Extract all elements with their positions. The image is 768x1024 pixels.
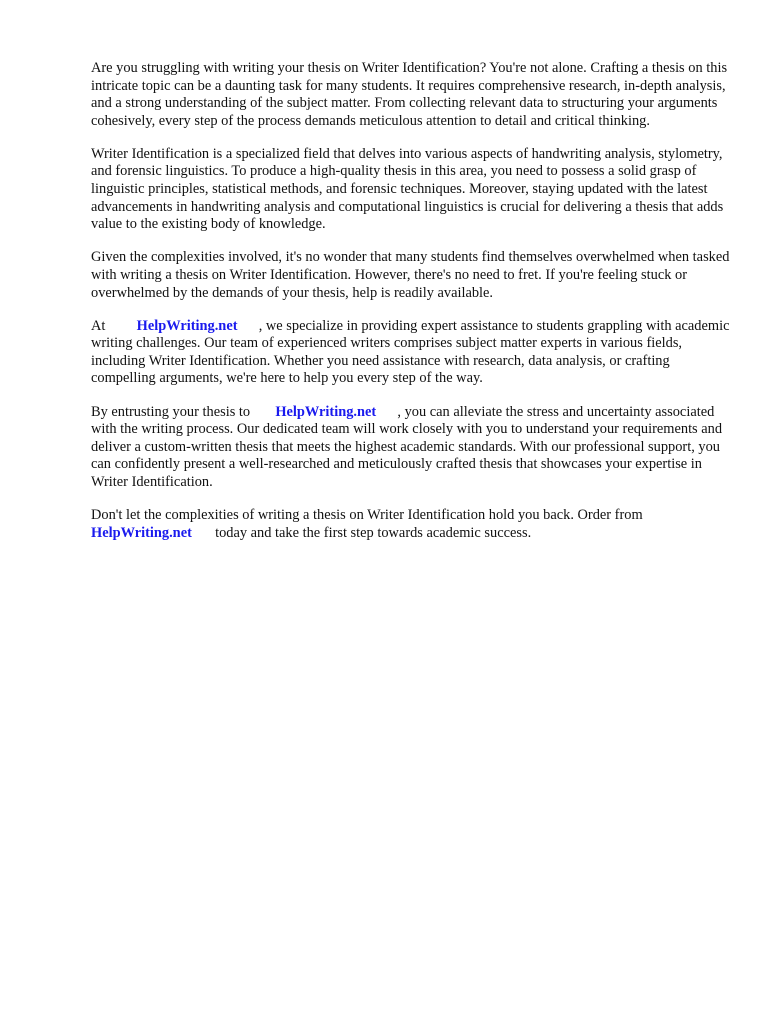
helpwriting-link[interactable]: HelpWriting.net [91, 524, 192, 541]
paragraph-intro: Are you struggling with writing your thesis on Writer Identification? You're not alone. Crafting a thesis on this intricate topic can be a daunting task for many students. It requires comprehensive research, in-depth analysis, and a strong understanding of the subject matter. From collecting relevant data to structuring your arguments cohesively, every step of the process demands meticulous attention to detail and critical thinking. [91, 60, 728, 129]
service-intro-text: , we specialize in providing expert assistance to students grappling with academic writing challenges. Our team of experienced writers comprises subject matter experts in various fields, including Writer Identification. Whether you need assistance with research, data analysis, or crafting compelling arguments, we're here to help you every step of the way. [91, 317, 730, 387]
paragraph-call-to-action [91, 507, 731, 542]
entrusting-text: , you can alleviate the stress and uncertainty associated with the writing process. Our dedicated team will work closely with you to understand your requirements and deliver a custom-written thesis that meets the highest academic standards. With our professional support, you can confidently present a well-researched and meticulously crafted thesis that showcases your expertise in Writer Identification. [91, 403, 723, 490]
helpwriting-link[interactable]: HelpWriting.net [275, 403, 377, 420]
paragraph-entrusting [91, 404, 731, 492]
paragraph-field-description: Writer Identification is a specialized field that delves into various aspects of handwriting analysis, stylometry, and forensic linguistics. To produce a high-quality thesis in this area, you need to possess a solid grasp of linguistic principles, statistical methods, and forensic techniques. Moreover, staying updated with the latest advancements in handwriting analysis and computational linguistics is crucial for delivering a thesis that adds value to the existing body of knowledge. [91, 145, 724, 233]
call-to-action-text: today and take the first step towards academic success. [215, 524, 532, 541]
paragraph-service-intro [91, 318, 731, 388]
helpwriting-link[interactable]: HelpWriting.net [136, 317, 238, 334]
paragraph-complexities: Given the complexities involved, it's no wonder that many students find themselves overwhelmed when tasked with writing a thesis on Writer Identification. However, there's no need to fret. If you're feeling stuck or overwhelmed by the demands of your thesis, help is readily available. [91, 249, 730, 301]
service-intro-lead: At [91, 317, 106, 334]
call-to-action-lead: Don't let the complexities of writing a thesis on Writer Identification hold you back. Order from [91, 506, 643, 523]
entrusting-lead: By entrusting your thesis to [91, 403, 251, 420]
document-body [91, 60, 731, 558]
